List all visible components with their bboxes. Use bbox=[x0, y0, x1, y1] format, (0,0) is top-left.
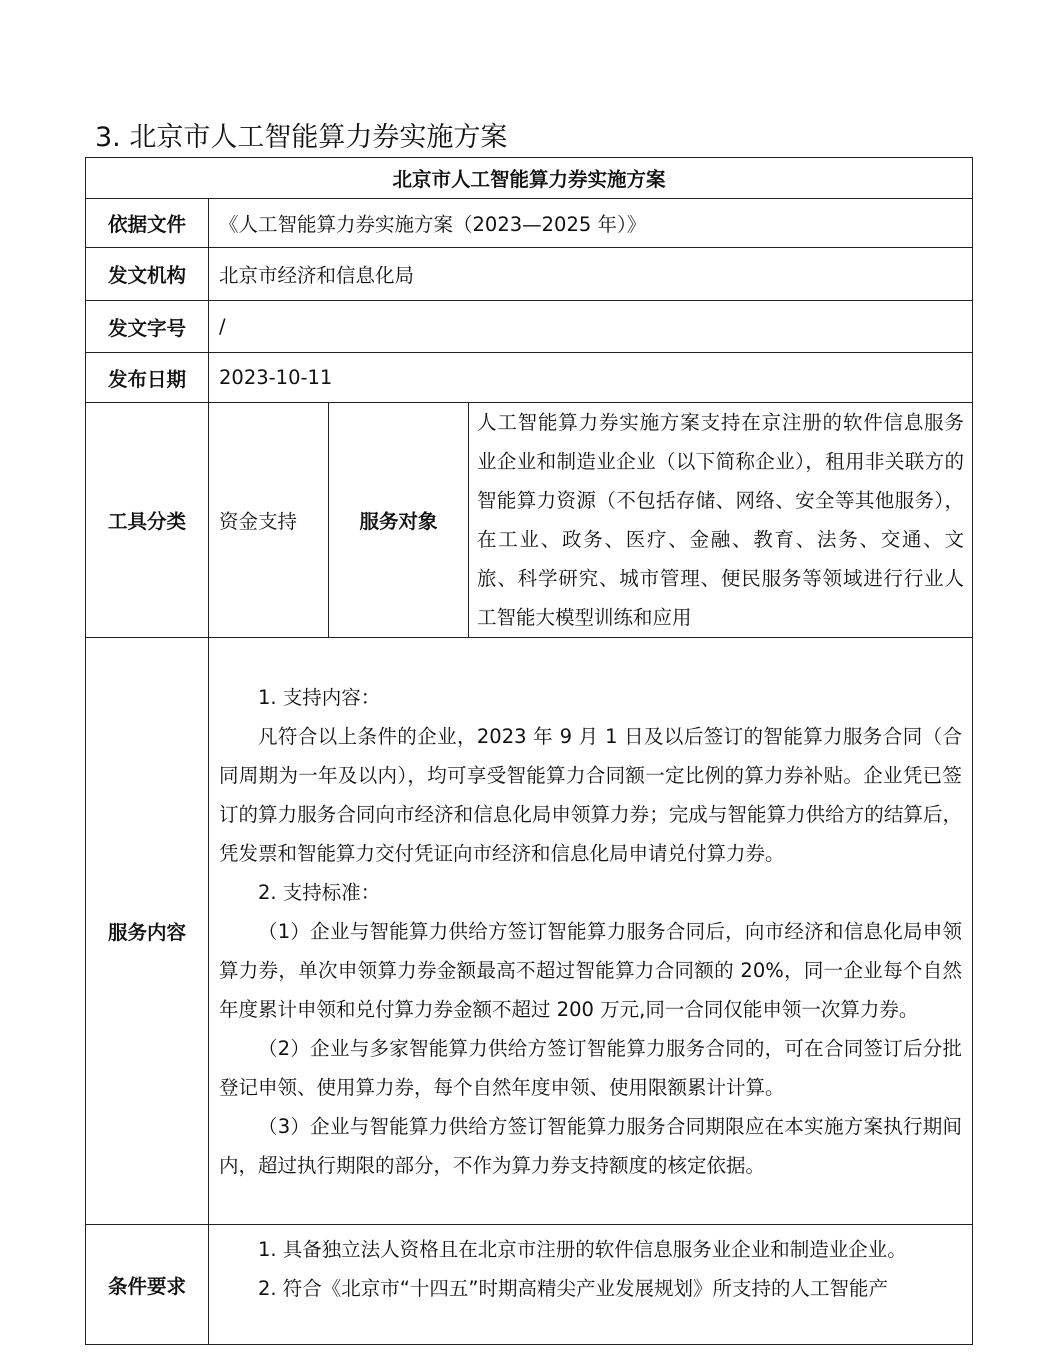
doc-number-value: / bbox=[209, 301, 973, 353]
issuer-value: 北京市经济和信息化局 bbox=[209, 248, 973, 301]
basis-label: 依据文件 bbox=[86, 199, 209, 248]
target-value: 人工智能算力券实施方案支持在京注册的软件信息服务业企业和制造业企业（以下简称企业），租用非关联方的智能算力资源（不包括存储、网络、安全等其他服务），在工业、政务、医疗、金融、教育、法务、交通、文旅、科学研究、城市管理、便民服务等领域进行行业人工智能大模型训练和应用 bbox=[469, 403, 973, 638]
service-paragraph: （3）企业与智能算力供给方签订智能算力服务合同期限应在本实施方案执行期间内，超过执行期限的部分，不作为算力券支持额度的核定依据。 bbox=[219, 1114, 963, 1177]
conditions-paragraph: 1. 具备独立法人资格且在北京市注册的软件信息服务业企业和制造业企业。 bbox=[258, 1238, 907, 1261]
doc-number-label: 发文字号 bbox=[86, 301, 209, 353]
table-row-basis bbox=[86, 199, 973, 248]
tool-label: 工具分类 bbox=[86, 403, 209, 638]
date-value: 2023-10-11 bbox=[209, 353, 973, 403]
service-paragraph: （1）企业与智能算力供给方签订智能算力服务合同后，向市经济和信息化局申领算力券，单次申领算力券金额最高不超过智能算力合同额的 20%，同一企业每个自然年度累计申领和兑付算力券金额不超过 200 万元,同一合同仅能申领一次算力券。 bbox=[219, 919, 963, 1021]
service-paragraph: （2）企业与多家智能算力供给方签订智能算力服务合同的，可在合同签订后分批登记申领、使用算力券，每个自然年度申领、使用限额累计计算。 bbox=[219, 1036, 963, 1099]
table-row-doc-number bbox=[86, 301, 973, 353]
section-title: 3. 北京市人工智能算力券实施方案 bbox=[95, 122, 508, 153]
target-label: 服务对象 bbox=[329, 403, 469, 638]
conditions-content bbox=[209, 1225, 973, 1345]
policy-table bbox=[85, 157, 973, 1345]
service-paragraph: 1. 支持内容： bbox=[258, 685, 381, 709]
table-caption: 北京市人工智能算力券实施方案 bbox=[86, 158, 973, 199]
basis-value: 《人工智能算力券实施方案（2023—2025 年）》 bbox=[209, 199, 973, 248]
date-label: 发布日期 bbox=[86, 353, 209, 403]
table-row-date bbox=[86, 353, 973, 403]
table-row-tool bbox=[86, 403, 973, 638]
table-row-service bbox=[86, 638, 973, 1225]
conditions-label: 条件要求 bbox=[86, 1225, 209, 1345]
table-row-issuer bbox=[86, 248, 973, 301]
service-paragraph: 凡符合以上条件的企业，2023 年 9 月 1 日及以后签订的智能算力服务合同（合同周期为一年及以内），均可享受智能算力合同额一定比例的算力券补贴。企业凭已签订的算力服务合同向市经济和信息化局申领算力券；完成与智能算力供给方的结算后，凭发票和智能算力交付凭证向市经济和信息化局申请兑付算力券。 bbox=[219, 724, 963, 865]
service-label: 服务内容 bbox=[86, 638, 209, 1225]
issuer-label: 发文机构 bbox=[86, 248, 209, 301]
table-row-conditions bbox=[86, 1225, 973, 1345]
table-caption-row bbox=[86, 158, 973, 199]
service-content bbox=[209, 638, 973, 1225]
service-paragraph: 2. 支持标准： bbox=[258, 880, 381, 904]
conditions-paragraph: 2. 符合《北京市“十四五”时期高精尖产业发展规划》所支持的人工智能产 bbox=[258, 1277, 889, 1300]
tool-value: 资金支持 bbox=[209, 403, 329, 638]
